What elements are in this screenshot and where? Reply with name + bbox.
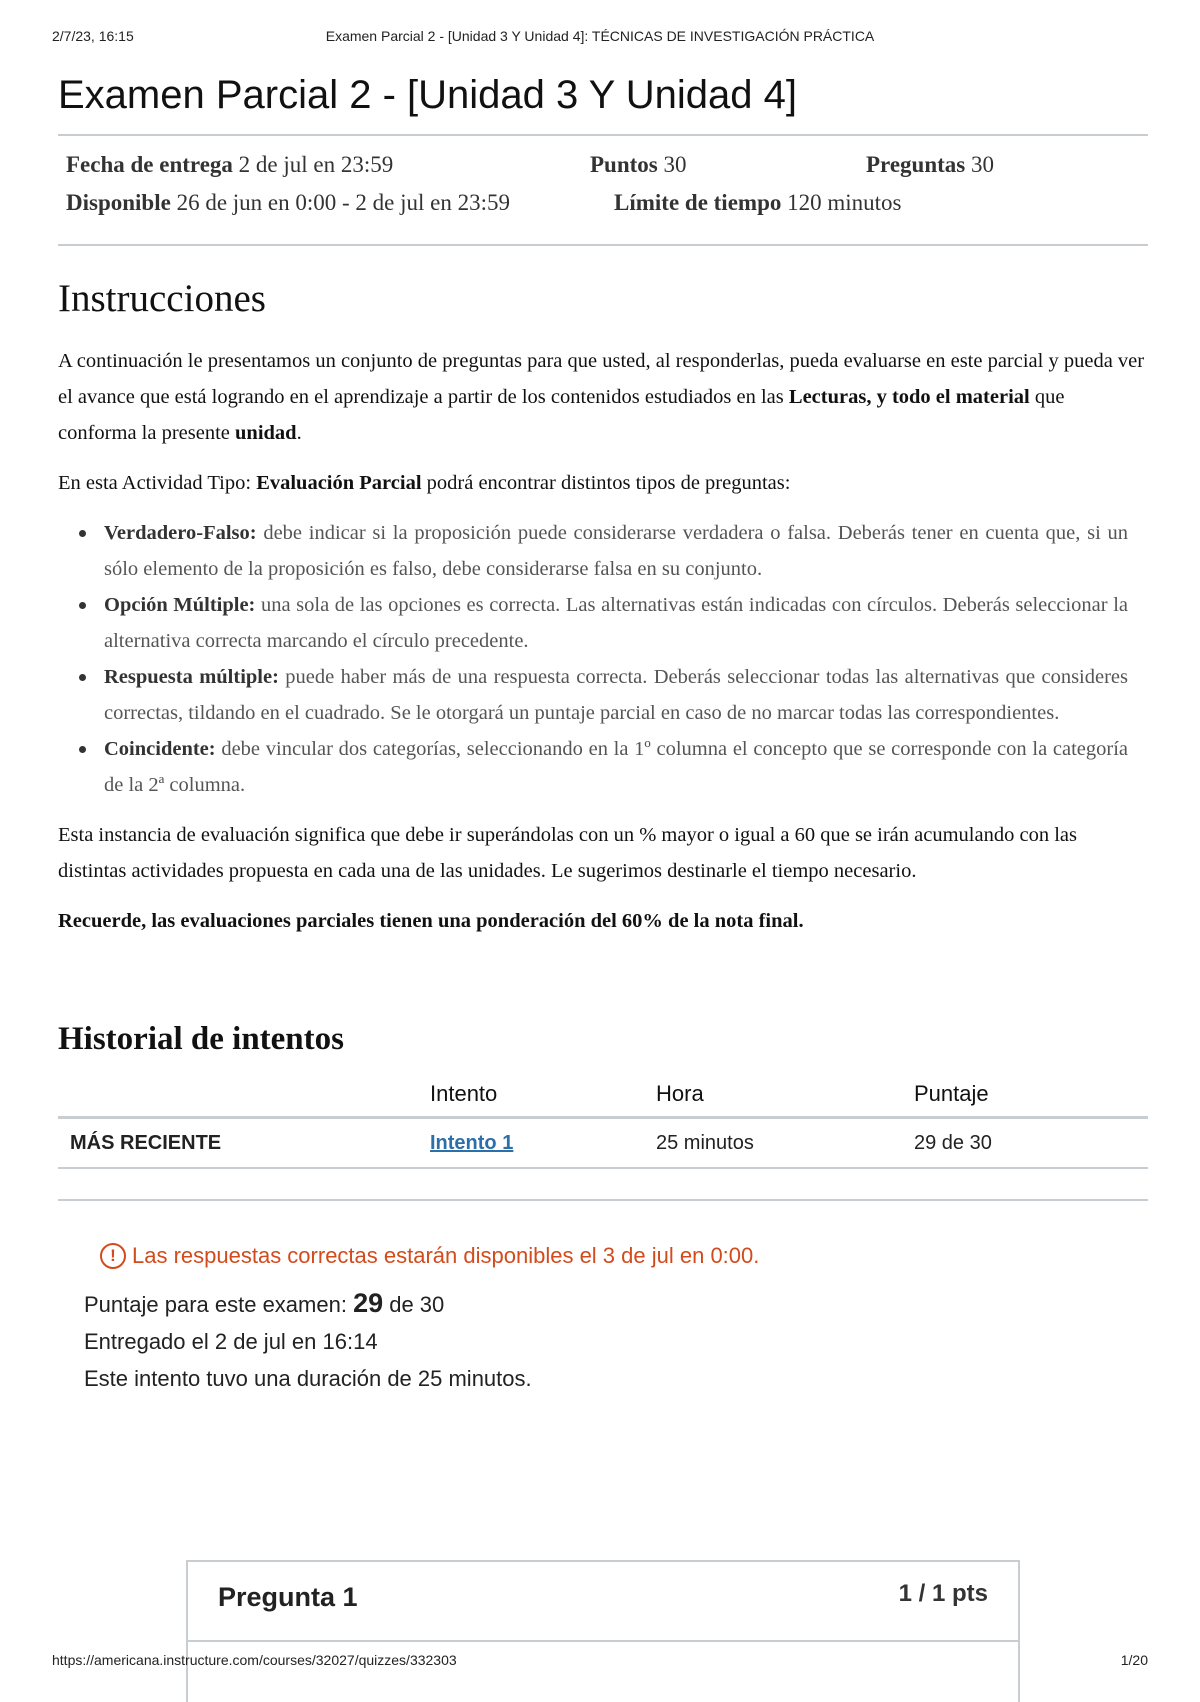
table-header-row (58, 1072, 1148, 1118)
attempt-history-heading: Historial de intentos (58, 1021, 344, 1057)
column-header: Hora (656, 1072, 914, 1118)
instructions-note: Recuerde, las evaluaciones parciales tienen una ponderación del 60% de la nota final. (58, 910, 804, 932)
duration-line: Este intento tuvo una duración de 25 minutos. (84, 1366, 532, 1391)
question-card (186, 1560, 1020, 1702)
submitted-line: Entregado el 2 de jul en 16:14 (84, 1329, 378, 1354)
instructions-paragraph-1: A continuación le presentamos un conjunto de preguntas para que usted, al responderlas, pueda evaluarse en este parcial y pueda ver el avance que está logrando en el aprendizaje a partir de los contenidos estudiados en las Lecturas, y todo el material que conforma la presente unidad. (58, 350, 1145, 444)
warning-icon: ! (100, 1243, 126, 1269)
question-points: 1 / 1 pts (898, 1580, 988, 1607)
column-header: Puntaje (914, 1072, 1148, 1118)
questions-count: Preguntas 30 (866, 152, 994, 177)
attempt-score: 29 de 30 (914, 1118, 1148, 1169)
print-title: Examen Parcial 2 - [Unidad 3 Y Unidad 4]: TÉCNICAS DE INVESTIGACIÓN PRÁCTICA (325, 28, 875, 44)
attempt-link[interactable]: Intento 1 (430, 1131, 514, 1154)
question-header (188, 1562, 1018, 1642)
list-item: Opción Múltiple: una sola de las opciones es correcta. Las alternativas están indicadas con círculos. Deberás seleccionar la alternativa correcta marcando el círculo precedente. (104, 587, 1148, 659)
attempt-time: 25 minutos (656, 1118, 914, 1169)
alert-text: Las respuestas correctas estarán disponibles el 3 de jul en 0:00. (132, 1243, 760, 1268)
print-date: 2/7/23, 16:15 (52, 28, 134, 44)
instructions-paragraph-2: En esta Actividad Tipo: Evaluación Parcial podrá encontrar distintos tipos de preguntas: (58, 472, 791, 494)
print-page-number: 1/20 (1120, 1652, 1148, 1668)
divider (58, 1199, 1148, 1201)
question-title: Pregunta 1 (218, 1582, 358, 1612)
available-dates: Disponible 26 de jun en 0:00 - 2 de jul en 23:59 (66, 190, 511, 215)
answers-availability-alert (100, 1243, 1148, 1269)
quiz-details (58, 134, 1148, 246)
table-row (58, 1118, 1148, 1169)
score-summary (84, 1285, 1148, 1397)
instructions-paragraph-3: Esta instancia de evaluación significa que debe ir superándolas con un % mayor o igual a 60 que se irán acumulando con las distintas actividades propuesta en cada una de las unidades. Le sugerimos destinarle el tiempo necesario. (58, 824, 1077, 882)
page-title: Examen Parcial 2 - [Unidad 3 Y Unidad 4] (58, 73, 797, 117)
list-item: Coincidente: debe vincular dos categorías, seleccionando en la 1º columna el concepto que se corresponde con la categoría de la 2ª columna. (104, 731, 1148, 803)
instructions-heading: Instrucciones (58, 277, 266, 320)
time-limit: Límite de tiempo 120 minutos (614, 190, 902, 215)
list-item: Verdadero-Falso: debe indicar si la proposición puede considerarse verdadera o falsa. Deberás tener en cuenta que, si un sólo elemento de la proposición es falso, debe considerarse falsa en su conjunto. (104, 515, 1148, 587)
quiz-content (58, 62, 1148, 1397)
column-header (58, 1072, 430, 1118)
score-line: Puntaje para este examen: 29 de 30 (84, 1288, 445, 1318)
print-header (52, 28, 1148, 48)
print-url: https://americana.instructure.com/courses/32027/quizzes/332303 (52, 1652, 457, 1668)
points: Puntos 30 (590, 152, 687, 177)
list-item: Respuesta múltiple: puede haber más de una respuesta correcta. Deberás seleccionar todas las alternativas que consideres correctas, tildando en el cuadrado. Se le otorgará un puntaje parcial en caso de no marcar todas las correspondientes. (104, 659, 1148, 731)
due-date: Fecha de entrega 2 de jul en 23:59 (66, 152, 394, 177)
attempt-label: MÁS RECIENTE (58, 1118, 430, 1169)
question-types-list (58, 515, 1148, 803)
print-footer (52, 1652, 1148, 1672)
column-header: Intento (430, 1072, 656, 1118)
attempt-history-table (58, 1072, 1148, 1169)
